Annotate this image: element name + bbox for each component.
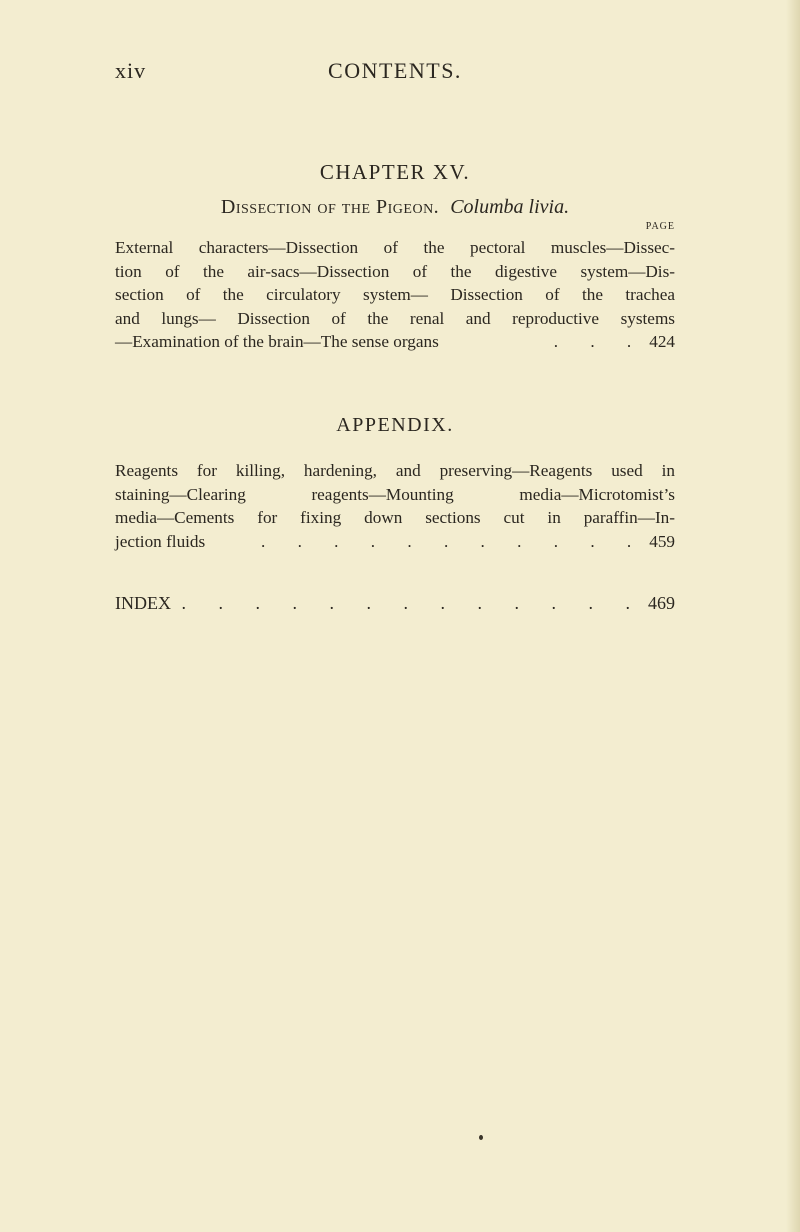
page-number: 469 [648, 593, 675, 613]
chapter-subtitle-species: Columba livia. [450, 196, 570, 218]
page-edge-shadow [786, 0, 800, 1232]
index-label: INDEX [115, 593, 171, 613]
dot-leader: . . . [553, 332, 646, 351]
entry-line: tion of the air-sacs—Dissection of the digestive system—Dis- [115, 261, 675, 281]
page-number: 424 [649, 332, 675, 351]
entry-line: jection fluids [115, 531, 206, 551]
entry-last-line [115, 592, 675, 616]
toc-entry-appendix [115, 459, 675, 553]
dot-leader: . . . . . . . . . . . . . [181, 593, 644, 613]
running-title: CONTENTS. [328, 58, 462, 83]
chapter-subtitle-text: Dissection of the Pigeon. [220, 196, 440, 218]
entry-line: Reagents for killing, hardening, and preserving—Reagents used in [115, 461, 675, 480]
toc-entry-index [115, 592, 675, 616]
running-header [115, 58, 675, 90]
chapter-heading: CHAPTER XV. [319, 160, 471, 184]
page-number: 459 [649, 531, 675, 551]
entry-last-line [115, 530, 675, 554]
entry-line: media—Cements for fixing down sections cut in paraffin—In- [115, 508, 675, 527]
entry-last-line [115, 330, 675, 354]
entry-line: and lungs— Dissection of the renal and reproductive systems [115, 308, 675, 328]
page-column-label: PAGE [645, 221, 675, 232]
ink-speck [479, 1135, 483, 1140]
chapter-subtitle [115, 196, 675, 219]
entry-line: —Examination of the brain—The sense organs [115, 332, 439, 351]
entry-line: staining—Clearing reagents—Mounting media—Microtomist’s [115, 484, 675, 504]
appendix-heading: APPENDIX. [336, 414, 454, 436]
entry-line: section of the circulatory system— Dissection of the trachea [115, 285, 675, 304]
dot-leader: . . . . . . . . . . . [260, 531, 646, 551]
page-folio: xiv [115, 58, 147, 83]
entry-line: External characters—Dissection of the pectoral muscles—Dissec- [115, 238, 675, 257]
toc-entry-chapter-xv [115, 236, 675, 354]
